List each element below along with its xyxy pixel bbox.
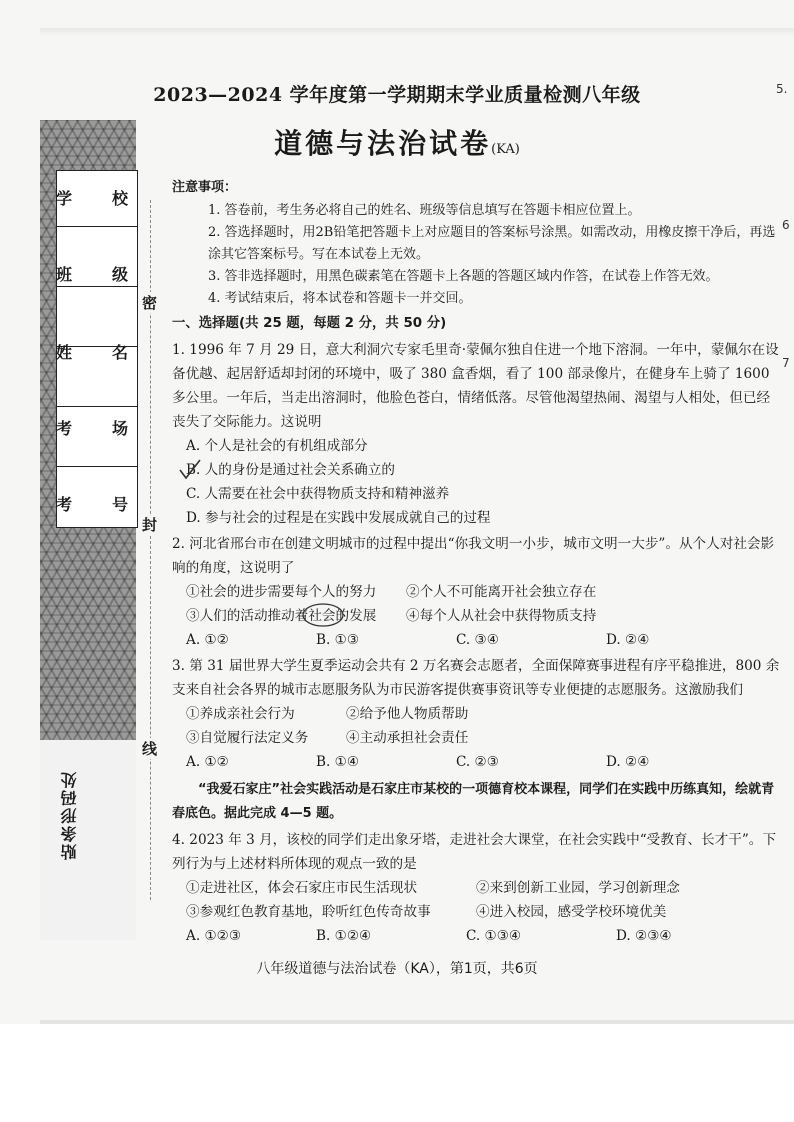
options-row <box>172 924 782 948</box>
notice-item: 1. 答卷前，考生务必将自己的姓名、班级等信息填写在答题卡相应位置上。 <box>208 203 641 218</box>
circled-answer-icon <box>300 600 346 630</box>
option-a: A. ①② <box>186 754 229 770</box>
statement: ②个人不可能离开社会独立存在 <box>406 584 597 600</box>
notice-item: 4. 考试结束后，将本试卷和答题卡一并交回。 <box>208 291 472 306</box>
scan-edge <box>40 28 794 36</box>
question-3 <box>172 654 782 774</box>
statement-row <box>172 876 782 900</box>
barcode-label: 贴条形码处 <box>60 770 79 860</box>
notice-item: 2. 答选择题时，用2B铅笔把答题卡上对应题目的答案标号涂黑。如需改动，用橡皮擦干净后，再选涂其它答案标号。写在本试卷上无效。 <box>208 225 776 262</box>
statement-row <box>172 702 782 726</box>
option-c: C. 人需要在社会中获得物质支持和精神滋养 <box>186 486 450 502</box>
option-d: D. 参与社会的过程是在实践中发展成就自己的过程 <box>186 510 491 526</box>
question-stem: 2. 河北省邢台市在创建文明城市的过程中提出“你我文明一小步，城市文明一大步”。从个人对社会影响的角度，这说明了 <box>172 536 775 576</box>
notice-item: 3. 答非选择题时，用黑色碳素笔在答题卡上各题的答题区域内作答，在试卷上作答无效。 <box>208 269 719 284</box>
option-d: D. ②④ <box>606 754 650 770</box>
margin-number: 6 <box>782 218 790 232</box>
statement: ①走进社区，体会石家庄市民生活现状 <box>186 880 418 896</box>
question-stem: 1. 1996 年 7 月 29 日，意大利洞穴专家毛里奇·蒙佩尔独自住进一个地下溶洞。一年中，蒙佩尔在设备优越、起居舒适却封闭的环境中，吸了 380 盒香烟，看了 100 部录像片，在健身车上骑了 1600 多公里。一年后，当走出溶洞时，他脸色苍白，情绪低落。尽管他渴望热闹、渴望与人相处，但已经丧失了交际能力。这说明 <box>172 342 779 430</box>
options-row <box>172 628 782 652</box>
question-1 <box>172 338 782 530</box>
option-b: B. 人的身份是通过社会关系确立的 <box>186 462 395 478</box>
info-cell <box>57 286 137 347</box>
statement-row <box>172 604 782 628</box>
option-a: A. ①② <box>186 632 229 648</box>
statement: ②给予他人物质帮助 <box>346 706 469 722</box>
option-a: A. ①②③ <box>186 928 242 944</box>
margin-number: 7 <box>782 356 790 370</box>
statement-row <box>172 900 782 924</box>
statement: ③人们的活动推动着社会的发展 <box>186 608 377 624</box>
exam-title-line1: 2023—2024 学年度第一学期期末学业质量检测八年级 <box>153 84 641 106</box>
exam-title: 道德与法治试卷(KA) <box>274 127 520 160</box>
label-exam-number: 考 号 <box>56 495 128 514</box>
statement: ③参观红色教育基地，聆听红色传奇故事 <box>186 904 431 920</box>
question-stem: 4. 2023 年 3 月，该校的同学们走出象牙塔，走进社会大课堂，在社会实践中“受教育、长才干”。下列行为与上述材料所体现的观点一致的是 <box>172 832 776 872</box>
option-c: C. ②③ <box>456 754 499 770</box>
paper-code: (KA) <box>491 142 520 157</box>
option-b: B. ①④ <box>316 754 360 770</box>
label-name: 姓 名 <box>56 343 128 362</box>
question-2 <box>172 532 782 652</box>
label-school: 学 校 <box>56 189 128 208</box>
option-d: D. ②③④ <box>616 928 672 944</box>
statement: ①养成亲社会行为 <box>186 706 295 722</box>
option-c: C. ③④ <box>456 632 499 648</box>
option-d: D. ②④ <box>606 632 650 648</box>
option-b: B. ①②④ <box>316 928 372 944</box>
seal-word-feng: 封 <box>142 516 158 534</box>
material-passage: “我爱石家庄”社会实践活动是石家庄市某校的一项德育校本课程，同学们在实践中历练真知，绘就青春底色。据此完成 4—5 题。 <box>172 782 775 821</box>
statement: ①社会的进步需要每个人的努力 <box>186 584 377 600</box>
statement-row <box>172 580 782 604</box>
option-b: B. ①③ <box>316 632 360 648</box>
question-stem: 3. 第 31 届世界大学生夏季运动会共有 2 万名赛会志愿者，全面保障赛事进程有序平稳推进，800 余支来自社会各界的城市志愿服务队为市民游客提供赛事资讯等专业便捷的志愿服务。这激励我们 <box>172 658 780 698</box>
exam-content <box>172 176 782 948</box>
seal-word-xian: 线 <box>142 740 158 758</box>
statement: ②来到创新工业园，学习创新理念 <box>476 880 680 896</box>
statement: ③自觉履行法定义务 <box>186 730 309 746</box>
margin-number: 5. <box>776 82 788 96</box>
page-footer: 八年级道德与法治试卷（KA），第1页，共6页 <box>256 961 538 977</box>
notice-heading: 注意事项： <box>172 180 238 195</box>
options-row <box>172 750 782 774</box>
statement: ④进入校园，感受学校环境优美 <box>476 904 667 920</box>
seal-word-mi: 密 <box>142 294 158 312</box>
statement: ④主动承担社会责任 <box>346 730 469 746</box>
option-c: C. ①③④ <box>466 928 522 944</box>
barcode-area <box>40 740 136 940</box>
section-heading: 一、选择题(共 25 题，每题 2 分，共 50 分) <box>172 316 447 331</box>
blank-area <box>0 1024 794 1122</box>
option-a: A. 个人是社会的有机组成部分 <box>186 438 368 454</box>
statement-row <box>172 726 782 750</box>
question-4 <box>172 828 782 948</box>
label-exam-room: 考 场 <box>56 419 128 438</box>
label-class: 班 级 <box>56 265 128 284</box>
checkmark-icon <box>176 456 206 486</box>
statement: ④每个人从社会中获得物质支持 <box>406 608 597 624</box>
